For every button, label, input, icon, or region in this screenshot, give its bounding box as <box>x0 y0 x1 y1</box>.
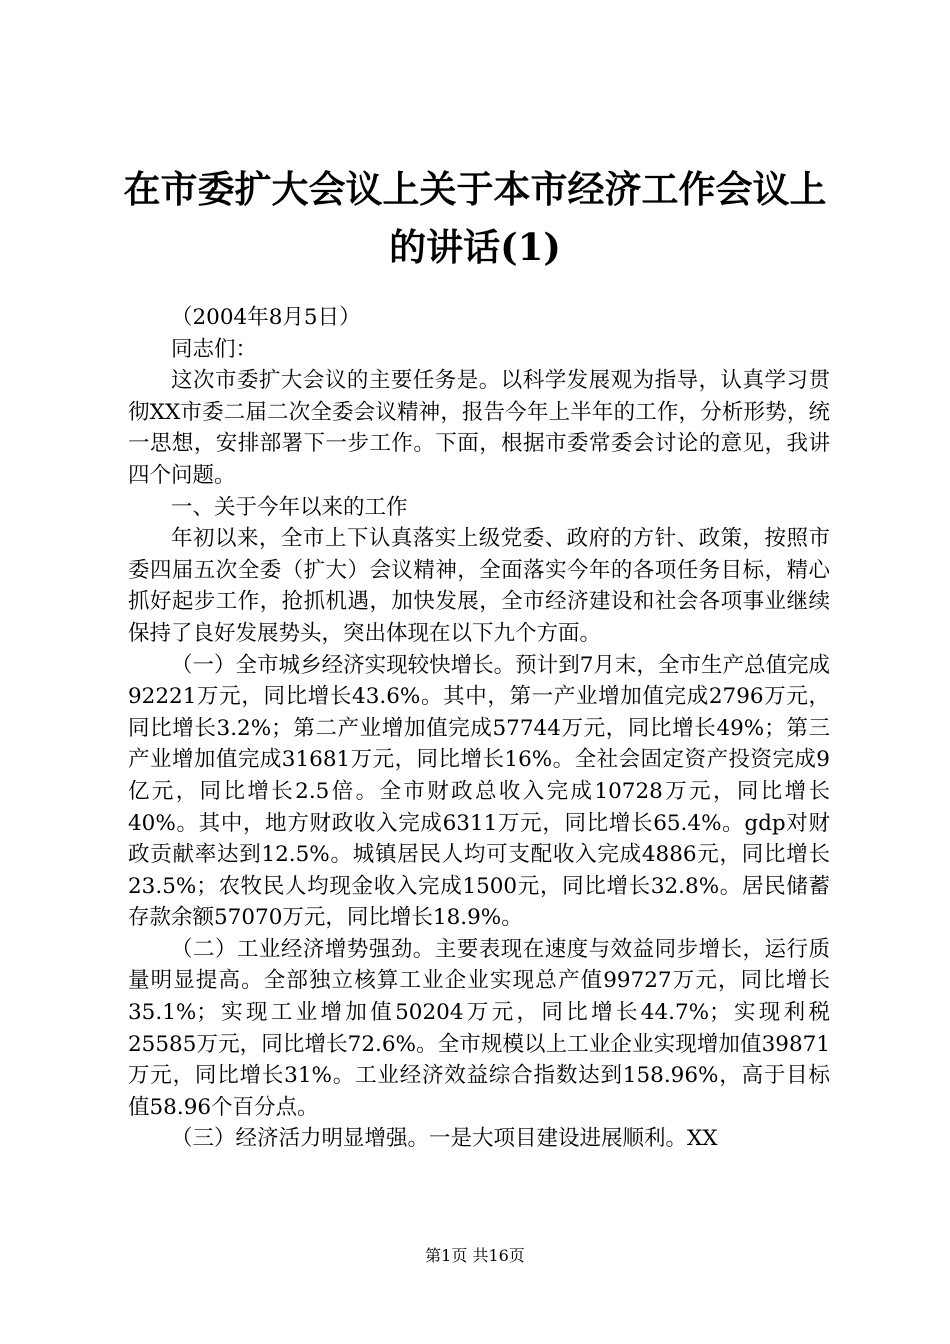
paragraph: 年初以来，全市上下认真落实上级党委、政府的方针、政策，按照市委四届五次全委（扩大）会议精神，全面落实今年的各项任务目标，精心抓好起步工作，抢抓机遇，加快发展，全市经济建设和社会各项事业继续保持了良好发展势头，突出体现在以下九个方面。 <box>128 526 830 646</box>
document-body <box>128 302 830 1155</box>
paragraph: 这次市委扩大会议的主要任务是。以科学发展观为指导，认真学习贯彻XX市委二届二次全委会议精神，报告今年上半年的工作，分析形势，统一思想，安排部署下一步工作。下面，根据市委常委会讨论的意见，我讲四个问题。 <box>128 368 830 488</box>
date-line: （2004年8月5日） <box>171 305 361 330</box>
paragraph: （一）全市城乡经济实现较快增长。预计到7月末，全市生产总值完成92221万元，同比增长43.6%。其中，第一产业增加值完成2796万元，同比增长3.2%；第二产业增加值完成57744万元，同比增长49%；第三产业增加值完成31681万元，同比增长16%。全社会固定资产投资完成9亿元，同比增长2.5倍。全市财政总收入完成10728万元，同比增长40%。其中，地方财政收入完成6311万元，同比增长65.4%。gdp对财政贡献率达到12.5%。城镇居民人均可支配收入完成4886元，同比增长23.5%；农牧民人均现金收入完成1500元，同比增长32.8%。居民储蓄存款余额57070万元，同比增长18.9%。 <box>128 652 830 931</box>
document-title: 在市委扩大会议上关于本市经济工作会议上的讲话(1) <box>123 167 827 269</box>
page-footer: 第1页 共16页 <box>425 1246 525 1265</box>
paragraph: （三）经济活力明显增强。一是大项目建设进展顺利。XX <box>171 1126 718 1152</box>
paragraph: （二）工业经济增势强劲。主要表现在速度与效益同步增长，运行质量明显提高。全部独立核算工业企业实现总产值99727万元，同比增长35.1%；实现工业增加值50204万元，同比增长44.7%；实现利税25585万元，同比增长72.6%。全市规模以上工业企业实现增加值39871万元，同比增长31%。工业经济效益综合指数达到158.96%，高于目标值58.96个百分点。 <box>128 936 830 1120</box>
salutation: 同志们： <box>171 336 258 362</box>
section-heading: 一、关于今年以来的工作 <box>171 494 408 520</box>
